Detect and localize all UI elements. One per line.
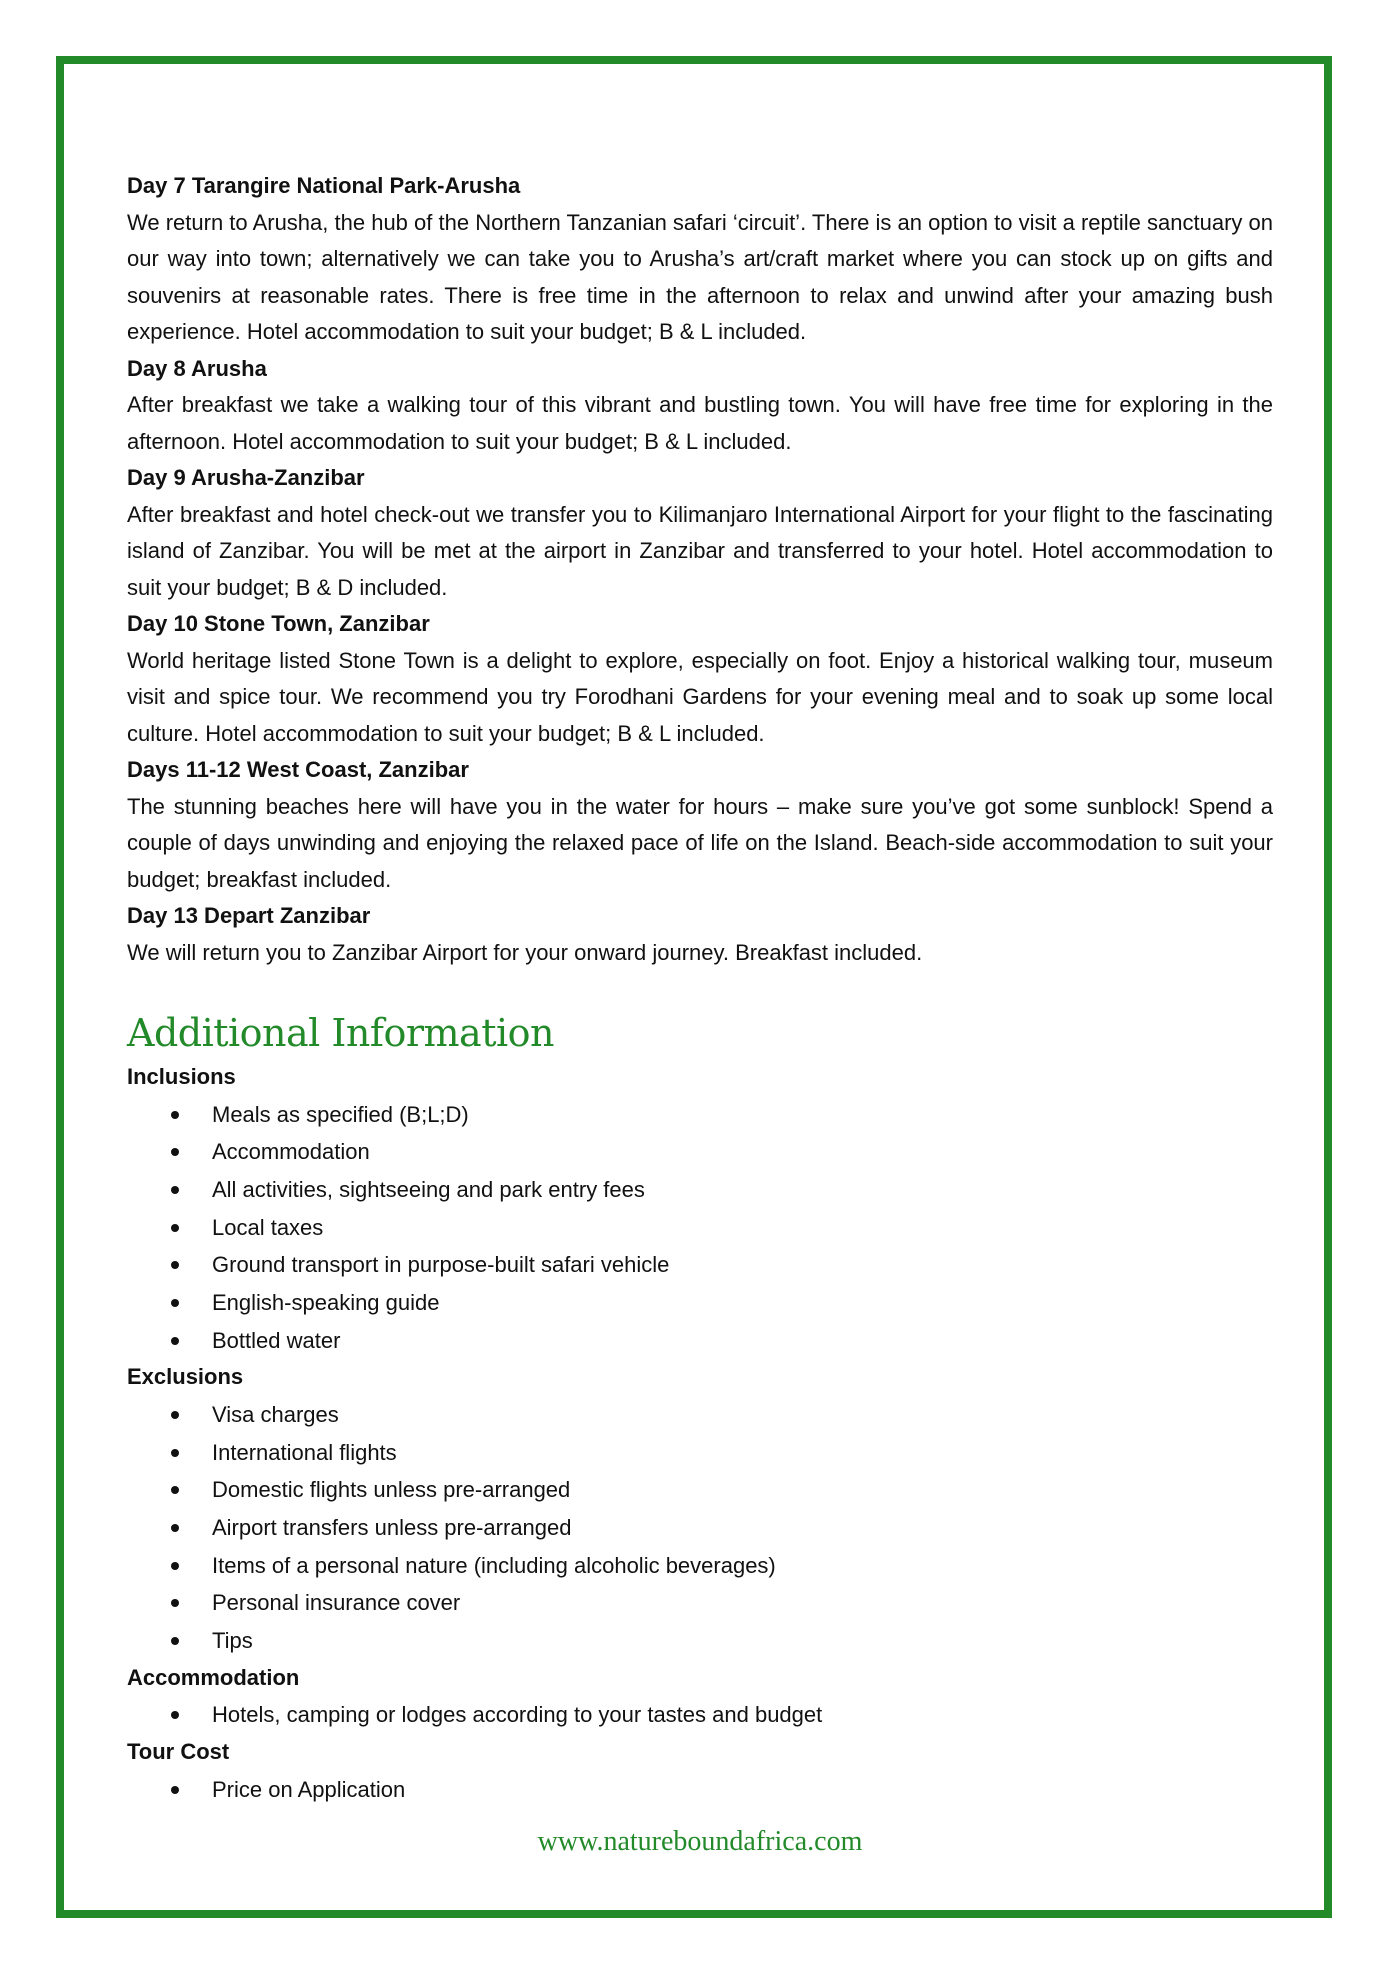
list-item: English-speaking guide — [127, 1284, 1273, 1322]
bullet-icon — [171, 1148, 179, 1156]
bullet-icon — [171, 1411, 179, 1419]
day-title: Day 10 Stone Town, Zanzibar — [127, 611, 430, 636]
itinerary-day — [127, 351, 1273, 461]
bullet-icon — [171, 1337, 179, 1345]
day-description: World heritage listed Stone Town is a delight to explore, especially on foot. Enjoy a historical walking tour, museum visit and spice tour. We recommend you try Forodhani Gardens for your evening meal and to soak up some local culture. Hotel accommodation to suit your budget; B & L included. — [127, 647, 1273, 746]
day-description: After breakfast and hotel check-out we transfer you to Kilimanjaro International Airport for your flight to the fascinating island of Zanzibar. You will be met at the airport in Zanzibar and transferred to your hotel. Hotel accommodation to suit your budget; B & D included. — [127, 501, 1273, 600]
bullet-icon — [171, 1449, 179, 1457]
itinerary-day — [127, 168, 1273, 351]
bullet-icon — [171, 1524, 179, 1532]
itinerary-day — [127, 460, 1273, 606]
bullet-icon — [171, 1562, 179, 1570]
day-description: After breakfast we take a walking tour of this vibrant and bustling town. You will have free time for exploring in the afternoon. Hotel accommodation to suit your budget; B & L included. — [127, 392, 1273, 454]
additional-information-heading: Additional Information — [127, 1011, 554, 1055]
bullet-icon — [171, 1224, 179, 1232]
inclusions-title: Inclusions — [127, 1064, 236, 1089]
list-item: International flights — [127, 1434, 1273, 1472]
list-item: Accommodation — [127, 1133, 1273, 1171]
footer-website-link[interactable]: www.natureboundafrica.com — [537, 1826, 863, 1857]
day-title: Day 8 Arusha — [127, 355, 267, 381]
itinerary-day — [127, 752, 1273, 898]
accommodation-title: Accommodation — [127, 1664, 300, 1690]
day-title: Day 13 Depart Zanzibar — [127, 903, 371, 928]
tour-cost-list — [127, 1771, 1273, 1809]
bullet-icon — [171, 1186, 179, 1194]
bullet-icon — [171, 1711, 179, 1719]
itinerary-day — [127, 898, 1273, 971]
day-description: We will return you to Zanzibar Airport for your onward journey. Breakfast included. — [127, 939, 923, 965]
list-item: All activities, sightseeing and park entry fees — [127, 1171, 1273, 1209]
day-title: Days 11-12 West Coast, Zanzibar — [127, 757, 469, 782]
bullet-icon — [171, 1786, 179, 1794]
list-item: Meals as specified (B;L;D) — [127, 1096, 1273, 1134]
bullet-icon — [171, 1486, 179, 1494]
day-title: Day 7 Tarangire National Park-Arusha — [127, 173, 521, 198]
bullet-icon — [171, 1637, 179, 1645]
bullet-icon — [171, 1599, 179, 1607]
exclusions-title: Exclusions — [127, 1364, 244, 1390]
list-item: Personal insurance cover — [127, 1584, 1273, 1622]
list-item: Visa charges — [127, 1396, 1273, 1434]
bullet-icon — [171, 1111, 179, 1119]
list-item: Bottled water — [127, 1322, 1273, 1360]
day-description: The stunning beaches here will have you in the water for hours – make sure you’ve got some sunblock! Spend a couple of days unwinding and enjoying the relaxed pace of life on the Island. Beach-side accommodation to suit your budget; breakfast included. — [127, 793, 1273, 892]
day-description: We return to Arusha, the hub of the Northern Tanzanian safari ‘circuit’. There is an option to visit a reptile sanctuary on our way into town; alternatively we can take you to Arusha’s art/craft market where you can stock up on gifts and souvenirs at reasonable rates. There is free time in the afternoon to relax and unwind after your amazing bush experience. Hotel accommodation to suit your budget; B & L included. — [127, 209, 1273, 344]
list-item: Hotels, camping or lodges according to your tastes and budget — [127, 1696, 1273, 1734]
day-title: Day 9 Arusha-Zanzibar — [127, 465, 365, 490]
itinerary-day — [127, 606, 1273, 752]
accommodation-list — [127, 1696, 1273, 1734]
list-item: Local taxes — [127, 1209, 1273, 1247]
list-item: Ground transport in purpose-built safari vehicle — [127, 1246, 1273, 1284]
list-item: Tips — [127, 1622, 1273, 1660]
list-item: Price on Application — [127, 1771, 1273, 1809]
page-content — [127, 168, 1273, 1808]
list-item: Domestic flights unless pre-arranged — [127, 1471, 1273, 1509]
bullet-icon — [171, 1299, 179, 1307]
exclusions-list — [127, 1396, 1273, 1660]
bullet-icon — [171, 1261, 179, 1269]
tour-cost-title: Tour Cost — [127, 1739, 230, 1765]
inclusions-list — [127, 1096, 1273, 1360]
list-item: Items of a personal nature (including alcoholic beverages) — [127, 1547, 1273, 1585]
list-item: Airport transfers unless pre-arranged — [127, 1509, 1273, 1547]
